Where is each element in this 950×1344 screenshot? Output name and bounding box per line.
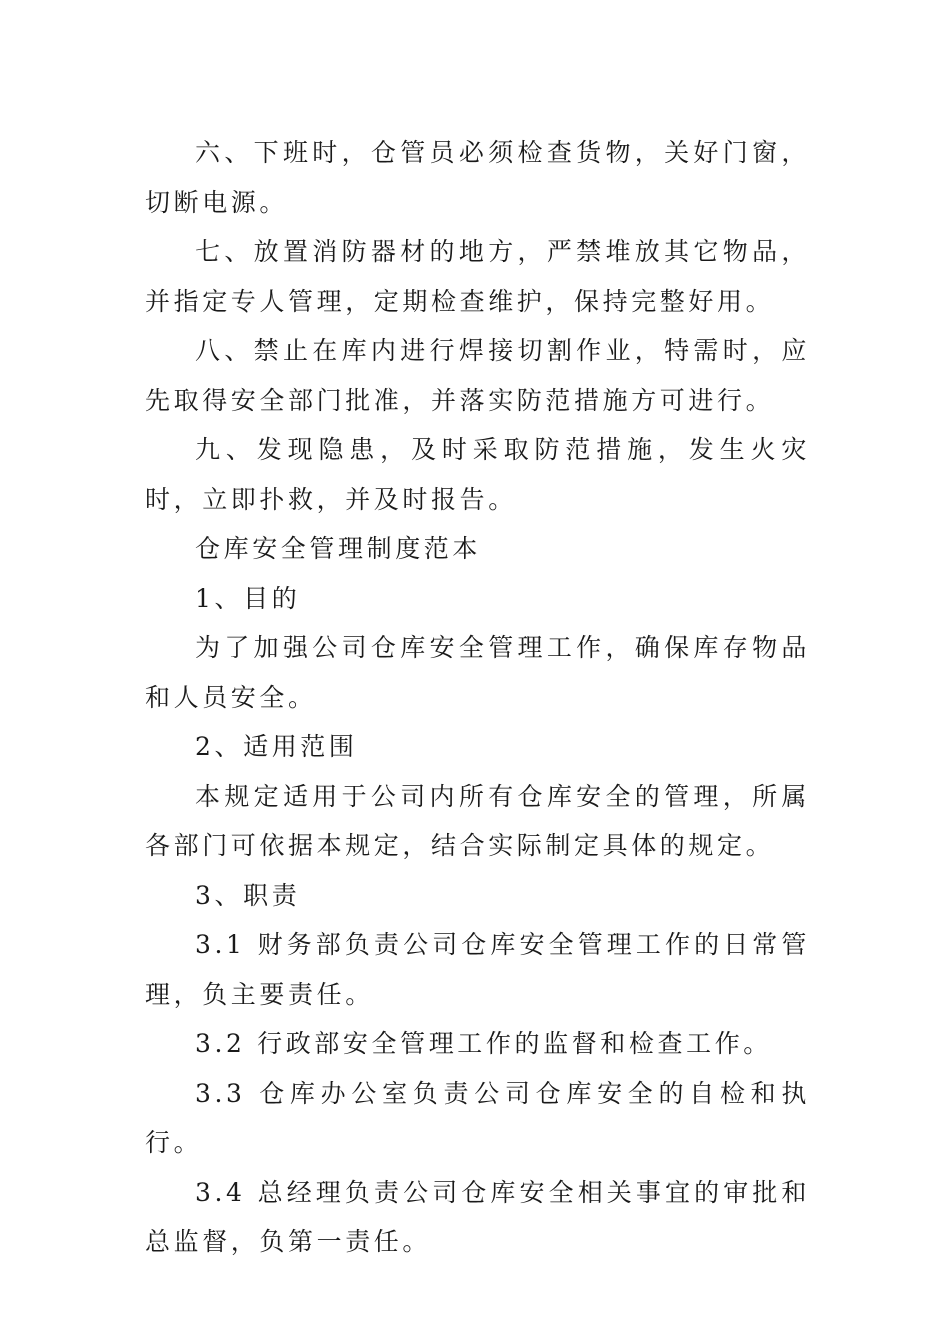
paragraph-rule-9: 九、发现隐患，及时采取防范措施，发生火灾时，立即扑救，并及时报告。: [145, 435, 810, 514]
paragraph-rule-6: 六、下班时，仓管员必须检查货物，关好门窗，切断电源。: [145, 138, 810, 217]
paragraph-rule-8: 八、禁止在库内进行焊接切割作业，特需时，应先取得安全部门批准，并落实防范措施方可进行。: [145, 336, 810, 415]
paragraph-rule-7: 七、放置消防器材的地方，严禁堆放其它物品，并指定专人管理，定期检查维护，保持完整好用。: [145, 237, 810, 316]
paragraph-resp-3-2: 3.2 行政部安全管理工作的监督和检查工作。: [195, 1029, 772, 1058]
paragraph-scope: 本规定适用于公司内所有仓库安全的管理，所属各部门可依据本规定，结合实际制定具体的规定。: [145, 781, 810, 860]
section-title: 仓库安全管理制度范本: [195, 534, 482, 563]
paragraph-purpose: 为了加强公司仓库安全管理工作，确保库存物品和人员安全。: [145, 633, 810, 712]
heading-scope: 2、适用范围: [195, 732, 358, 761]
paragraph-resp-3-3: 3.3 仓库办公室负责公司仓库安全的自检和执行。: [145, 1078, 810, 1157]
document-body: [145, 128, 810, 1267]
heading-responsibilities: 3、职责: [195, 880, 301, 910]
paragraph-resp-3-1: 3.1 财务部负责公司仓库安全管理工作的日常管理，负主要责任。: [145, 930, 810, 1009]
paragraph-resp-3-4: 3.4 总经理负责公司仓库安全相关事宜的审批和总监督，负第一责任。: [145, 1177, 810, 1256]
heading-purpose: 1、目的: [195, 583, 301, 613]
